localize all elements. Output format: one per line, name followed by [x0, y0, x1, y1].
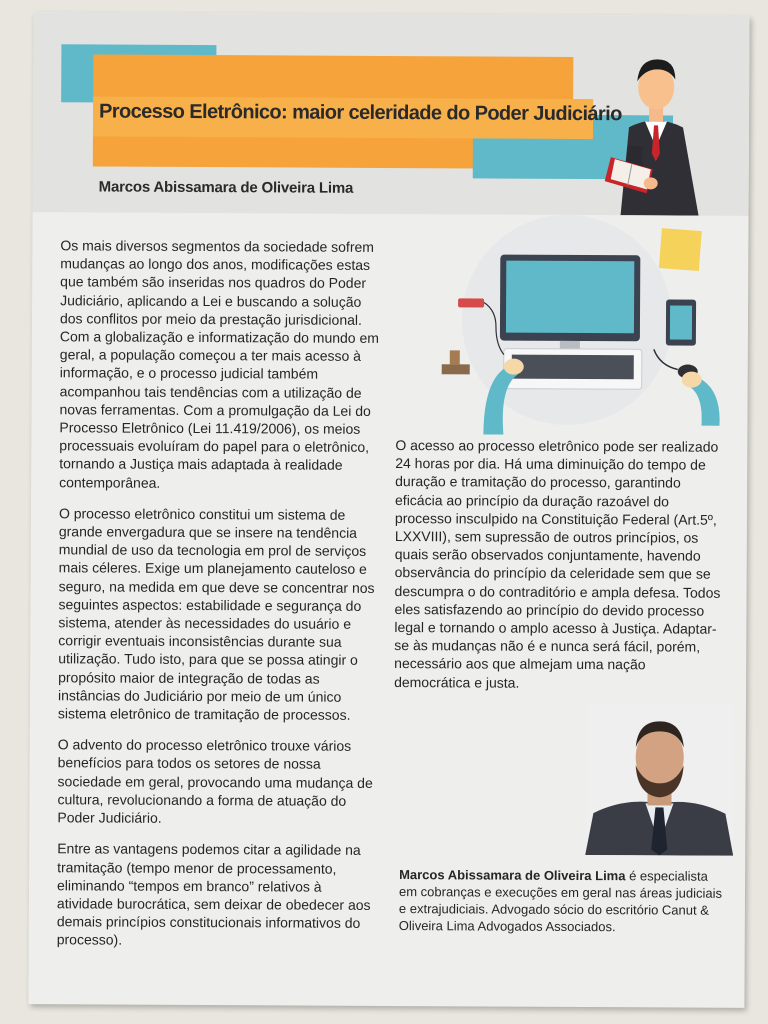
paragraph: O advento do processo eletrônico trouxe vários benefícios para todos os setores de nossa sociedade em geral, provocando uma mudança de cultura, revolucionando a forma de atuação do Poder Judiciário. [57, 736, 373, 826]
bio-author-name: Marcos Abissamara de Oliveira Lima [399, 867, 626, 884]
author-photo [585, 703, 734, 856]
businessman-reading-illustration [581, 35, 732, 216]
paragraph: O processo eletrônico constitui um sistema de grande envergadura que se insere na tendência mundial de uso da tecnologia em prol de serviços mais céleres. Exige um planejamento cauteloso e seguro, na medida em que deve se concentrar nos seguintes aspectos: estabilidade e segurança do sistema, atender às necessidades do usuário e corrigir eventuais inconsistências durante sua utilização. Tudo isto, para que se possa atingir o propósito maior de integração de todas as instâncias do Judiciário por meio de um único sistema eletrônico de tramitação de processos. [57, 505, 375, 723]
magazine-page [28, 12, 749, 1008]
article-author: Marcos Abissamara de Oliveira Lima [98, 178, 354, 197]
bio-text: é especialista em cobranças e execuções em geral nas áreas judiciais e extrajudiciais. Advogado sócio do escritório Canut & Oliveira Lima Advogados Associados. [398, 868, 723, 935]
right-column-paragraph: O acesso ao processo eletrônico pode ser realizado 24 horas por dia. Há uma diminuição do tempo de duração e tramitação do processo, garantindo eficácia ao princípio da duração razoável do processo insculpido na Constituição Federal (Art.5º, LXXVIII), sem supressão de outros princípios, os quais serão observados conjuntamente, havendo observância do princípio da celeridade sem que se descumpra o do contraditório e ampla defesa. Todos eles satisfazendo ao princípio do devido processo legal e tornando o amplo acesso à Justiça. Adaptar-se às mudanças não é e nunca será fácil, porém, necessário aos que almejam uma nação democrática e justa. [394, 437, 721, 691]
left-column [57, 236, 383, 963]
paragraph: Os mais diversos segmentos da sociedade sofrem mudanças ao longo dos anos, modificações estas que também são inseridas nos quadros do Poder Judiciário, aplicando a Lei e buscando a solução dos conflitos por meio da prestação jurisdicional. Com a globalização e informatização do mundo em geral, a população começou a ter mais acesso à informação, e o processo judicial também acompanhou tais tendências com a utilização de novas ferramentas. Com a promulgação da Lei do Processo Eletrônico (Lei 11.419/2006), os meios processuais evoluíram do papel para o eletrônico, tornando a Justiça mais adaptada à realidade contemporânea. [59, 237, 380, 491]
author-bio [399, 866, 729, 936]
paragraph: Entre as vantagens podemos citar a agilidade na tramitação (tempo menor de processamento, eliminando “tempos em branco” relativos à atividade burocrática, sem deixar de obedecer aos demais princípios constitucionais informativos do processo). [56, 840, 371, 948]
computer-laptop-illustration [391, 214, 732, 436]
article-title: Processo Eletrônico: maior celeridade do Poder Judiciário [99, 100, 622, 126]
